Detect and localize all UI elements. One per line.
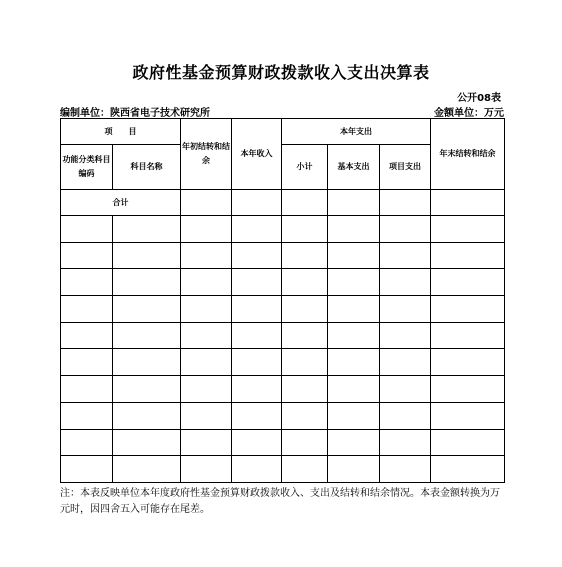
table-cell <box>113 242 181 269</box>
footnote: 注：本表反映单位本年度政府性基金预算财政拨款收入、支出及结转和结余情况。本表金额转换为万元时，因四舍五入可能存在尾差。 <box>60 488 500 515</box>
table-cell <box>61 269 113 296</box>
table-cell <box>328 216 380 243</box>
table-cell <box>61 376 113 403</box>
table-cell <box>282 190 328 216</box>
table-cell <box>181 456 232 483</box>
header-project: 项 目 <box>61 119 181 145</box>
form-number: 公开08表 <box>457 93 501 104</box>
table-cell <box>328 376 380 403</box>
table-cell <box>431 296 505 323</box>
table-cell <box>431 429 505 456</box>
table-cell <box>282 376 328 403</box>
table-cell <box>232 296 282 323</box>
table-cell <box>232 190 282 216</box>
table-cell <box>181 190 232 216</box>
table-cell <box>431 402 505 429</box>
table-cell <box>380 242 431 269</box>
table-cell <box>328 269 380 296</box>
table-cell <box>380 216 431 243</box>
table-row <box>61 376 505 403</box>
meta-row <box>60 104 504 118</box>
table-cell <box>113 216 181 243</box>
header-subject-name: 科目名称 <box>113 145 181 190</box>
table-cell <box>61 242 113 269</box>
table-cell <box>431 376 505 403</box>
table-cell <box>113 269 181 296</box>
table-row <box>61 216 505 243</box>
table-cell <box>431 269 505 296</box>
table-row <box>61 242 505 269</box>
budget-table <box>60 118 505 483</box>
table-cell <box>431 322 505 349</box>
table-cell <box>328 242 380 269</box>
table-row <box>61 269 505 296</box>
table-cell <box>61 349 113 376</box>
table-cell <box>181 402 232 429</box>
table-cell <box>431 190 505 216</box>
table-cell <box>232 349 282 376</box>
table-cell <box>380 376 431 403</box>
amount-unit: 金额单位：万元 <box>434 108 504 119</box>
table-cell <box>282 349 328 376</box>
table-cell <box>380 190 431 216</box>
table-cell <box>431 349 505 376</box>
table-cell <box>181 322 232 349</box>
table-row <box>61 322 505 349</box>
table-cell <box>431 456 505 483</box>
table-cell <box>282 242 328 269</box>
table-cell <box>113 296 181 323</box>
table-row <box>61 402 505 429</box>
table-cell <box>328 296 380 323</box>
table-cell <box>431 216 505 243</box>
table-cell <box>61 429 113 456</box>
header-project-expense: 项目支出 <box>380 145 431 190</box>
table-cell <box>380 429 431 456</box>
table-cell <box>181 242 232 269</box>
table-cell <box>232 322 282 349</box>
table-row <box>61 456 505 483</box>
table-row <box>61 349 505 376</box>
table-cell <box>232 456 282 483</box>
header-closing-balance: 年末结转和结余 <box>431 119 505 190</box>
table-cell <box>113 402 181 429</box>
header-row-1 <box>61 119 505 145</box>
table-cell <box>113 322 181 349</box>
header-subtotal: 小计 <box>282 145 328 190</box>
table-cell <box>328 322 380 349</box>
table-cell <box>232 269 282 296</box>
table-cell <box>328 429 380 456</box>
table-cell <box>282 269 328 296</box>
table-cell <box>113 456 181 483</box>
header-expense-group: 本年支出 <box>282 119 431 145</box>
header-income: 本年收入 <box>232 119 282 190</box>
table-cell <box>113 376 181 403</box>
table-cell <box>328 190 380 216</box>
table-cell <box>181 269 232 296</box>
table-cell <box>232 429 282 456</box>
table-cell <box>380 349 431 376</box>
table-cell <box>232 242 282 269</box>
table-cell <box>282 456 328 483</box>
table-cell <box>380 269 431 296</box>
table-cell <box>328 402 380 429</box>
table-cell <box>232 216 282 243</box>
table-cell <box>328 456 380 483</box>
reporting-unit: 编制单位：陕西省电子技术研究所 <box>60 108 210 119</box>
table-cell <box>181 296 232 323</box>
table-cell <box>181 216 232 243</box>
table-cell <box>328 349 380 376</box>
table-cell <box>181 376 232 403</box>
total-row <box>61 190 505 216</box>
table-cell <box>380 402 431 429</box>
table-cell <box>282 429 328 456</box>
table-cell <box>61 456 113 483</box>
table-row <box>61 429 505 456</box>
table-cell <box>282 216 328 243</box>
table-cell <box>232 376 282 403</box>
table-cell <box>232 402 282 429</box>
header-opening-balance: 年初结转和结余 <box>181 119 232 190</box>
table-cell <box>61 322 113 349</box>
table-body <box>61 216 505 483</box>
table-cell <box>61 296 113 323</box>
table-cell <box>282 296 328 323</box>
table-cell <box>380 456 431 483</box>
total-label: 合计 <box>61 190 181 216</box>
header-func-code: 功能分类科目编码 <box>61 145 113 190</box>
table-row <box>61 296 505 323</box>
table-cell <box>380 322 431 349</box>
table-cell <box>61 402 113 429</box>
table-cell <box>181 349 232 376</box>
table-cell <box>113 349 181 376</box>
table-cell <box>380 296 431 323</box>
table-cell <box>61 216 113 243</box>
table-cell <box>113 429 181 456</box>
table-cell <box>282 402 328 429</box>
table-cell <box>431 242 505 269</box>
table-cell <box>282 322 328 349</box>
report-title: 政府性基金预算财政拨款收入支出决算表 <box>132 63 430 82</box>
table-cell <box>181 429 232 456</box>
header-basic-expense: 基本支出 <box>328 145 380 190</box>
